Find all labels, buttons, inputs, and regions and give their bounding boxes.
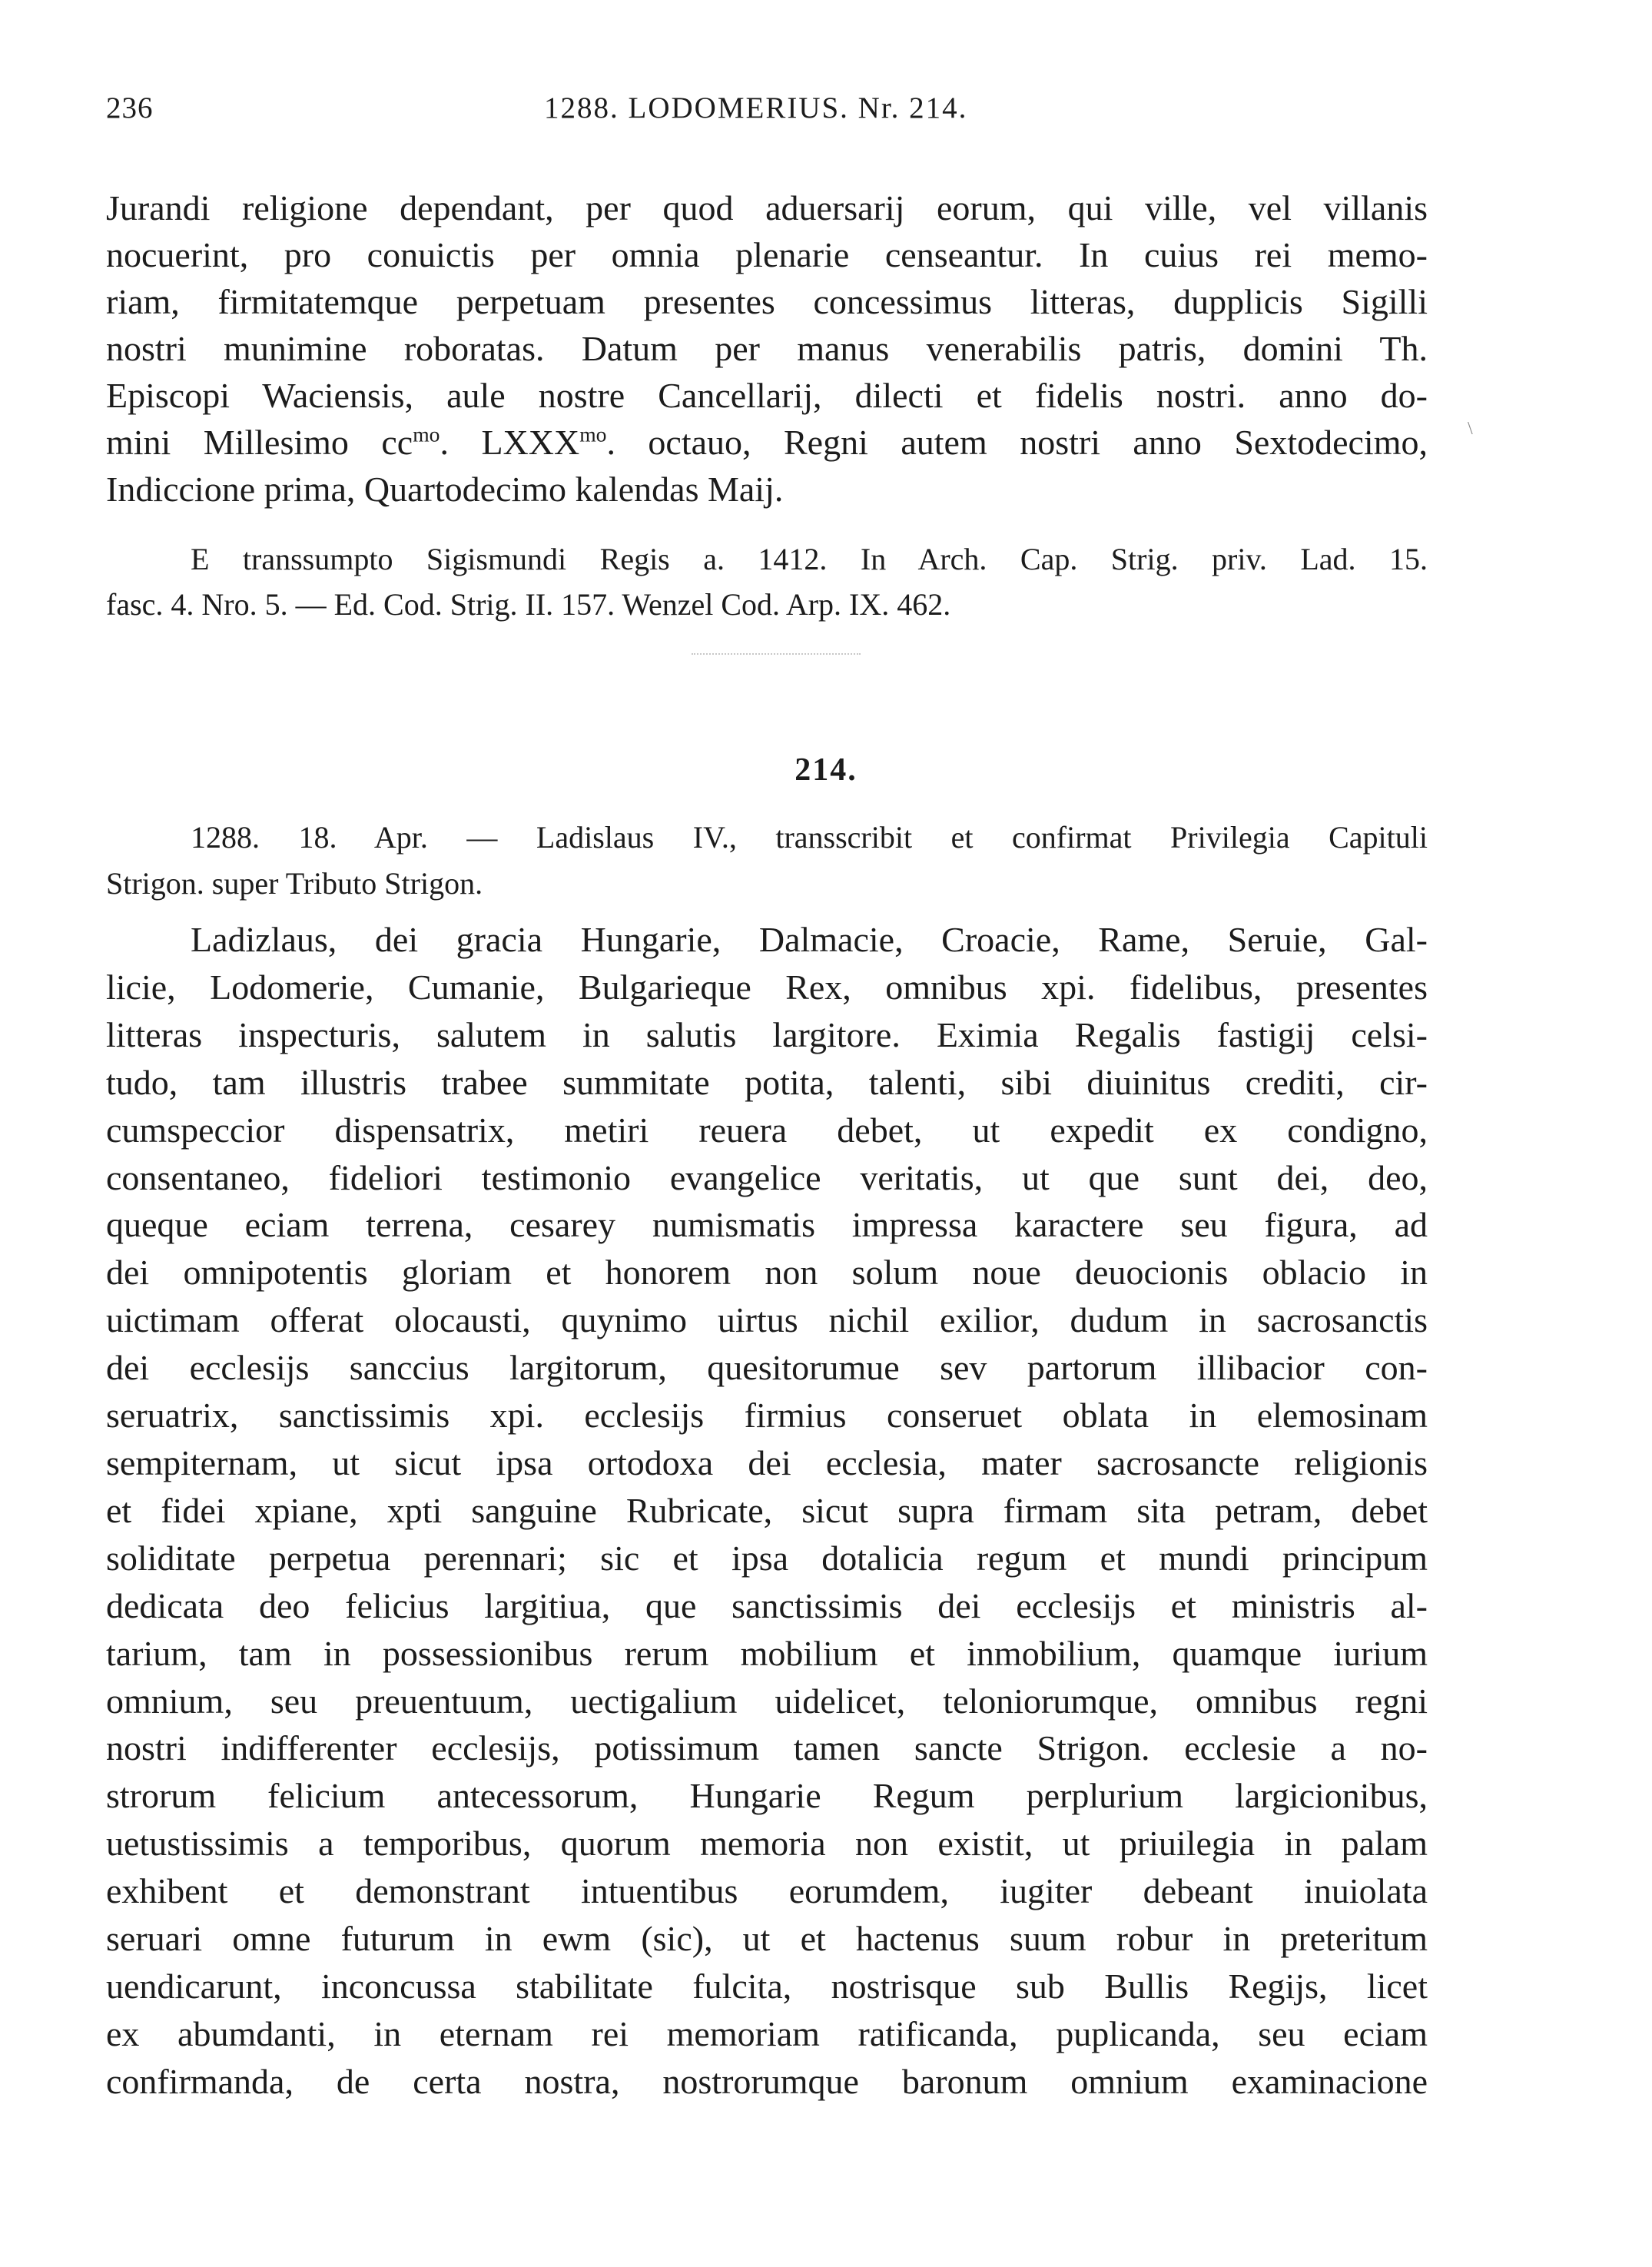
text-line: dedicata deo felicius largitiua, que sanctissimis dei ecclesijs et ministris al- bbox=[106, 1585, 1428, 1625]
text-line: et fidei xpiane, xpti sanguine Rubricate, sicut supra firmam sita petram, debet bbox=[106, 1490, 1428, 1530]
superscript: mo bbox=[413, 422, 440, 446]
text-line: nostri indifferenter ecclesijs, potissimum tamen sancte Strigon. ecclesie a no- bbox=[106, 1728, 1428, 1768]
text-line: uetustissimis a temporibus, quorum memoria non existit, ut priuilegia in palam bbox=[106, 1824, 1428, 1864]
separator bbox=[692, 653, 861, 655]
regest-line: 1288. 18. Apr. — Ladislaus IV., transscribit et confirmat Privilegia Capituli bbox=[191, 820, 1428, 855]
text-line: consentaneo, fideliori testimonio evangelice veritatis, ut que sunt dei, deo, bbox=[106, 1157, 1428, 1197]
text-line: ex abumdanti, in eternam rei memoriam ratificanda, puplicanda, seu eciam bbox=[106, 2013, 1428, 2053]
text-line: nostri munimine roboratas. Datum per manus venerabilis patris, domini Th. bbox=[106, 329, 1428, 368]
text-line: omnium, seu preuentuum, uectigalium uidelicet, teloniorumque, omnibus regni bbox=[106, 1681, 1428, 1721]
text-line: nocuerint, pro conuictis per omnia plenarie censeantur. In cuius rei memo- bbox=[106, 235, 1428, 274]
regest-line: Strigon. super Tributo Strigon. bbox=[106, 866, 483, 901]
date-text-b: . LXXX bbox=[440, 423, 580, 462]
text-line: tudo, tam illustris trabee summitate potita, talenti, sibi diuinitus crediti, cir- bbox=[106, 1062, 1428, 1102]
superscript: mo bbox=[579, 422, 607, 446]
text-line: Jurandi religione dependant, per quod aduersarij eorum, qui ville, vel villanis bbox=[106, 188, 1428, 227]
text-line: tarium, tam in possessionibus rerum mobilium et inmobilium, quamque iurium bbox=[106, 1633, 1428, 1673]
text-line: cumspeccior dispensatrix, metiri reuera debet, ut expedit ex condigno, bbox=[106, 1110, 1428, 1150]
text-line: queque eciam terrena, cesarey numismatis impressa karactere seu figura, ad bbox=[106, 1205, 1428, 1245]
charter-text bbox=[106, 916, 1428, 2106]
text-line-date bbox=[106, 419, 1428, 466]
running-head: 1288. LODOMERIUS. Nr. 214. bbox=[544, 91, 968, 124]
text-line: dei ecclesijs sanccius largitorum, quesitorumue sev partorum illibacior con- bbox=[106, 1348, 1428, 1388]
source-line: fasc. 4. Nro. 5. — Ed. Cod. Strig. II. 157. Wenzel Cod. Arp. IX. 462. bbox=[106, 587, 951, 622]
text-line: exhibent et demonstrant intuentibus eorumdem, iugiter debeant inuiolata bbox=[106, 1871, 1428, 1911]
date-text-c: . octauo, Regni autem nostri anno Sextodecimo, bbox=[606, 423, 1428, 462]
text-line: licie, Lodomerie, Cumanie, Bulgarieque Rex, omnibus xpi. fidelibus, presentes bbox=[106, 967, 1428, 1007]
margin-mark: \ bbox=[1468, 419, 1473, 439]
date-text-a: mini Millesimo cc bbox=[106, 423, 413, 462]
text-line: riam, firmitatemque perpetuam presentes concessimus litteras, dupplicis Sigilli bbox=[106, 282, 1428, 321]
regest bbox=[106, 815, 1428, 907]
text-line: seruari omne futurum in ewm (sic), ut et hactenus suum robur in preteritum bbox=[106, 1919, 1428, 1959]
text-line: Indiccione prima, Quartodecimo kalendas Maij. bbox=[106, 470, 784, 509]
text-line: uendicarunt, inconcussa stabilitate fulcita, nostrisque sub Bullis Regijs, licet bbox=[106, 1966, 1428, 2006]
text-line: Ladizlaus, dei gracia Hungarie, Dalmacie, Croacie, Rame, Seruie, Gal- bbox=[191, 920, 1428, 959]
text-line: dei omnipotentis gloriam et honorem non solum noue deuocionis oblacio in bbox=[106, 1253, 1428, 1293]
text-line: seruatrix, sanctissimis xpi. ecclesijs firmius conseruet oblata in elemosinam bbox=[106, 1396, 1428, 1436]
text-line: sempiternam, ut sicut ipsa ortodoxa dei ecclesia, mater sacrosancte religionis bbox=[106, 1442, 1428, 1482]
text-line: soliditate perpetua perennari; sic et ipsa dotalicia regum et mundi principum bbox=[106, 1538, 1428, 1578]
source-line: E transsumpto Sigismundi Regis a. 1412. In Arch. Cap. Strig. priv. Lad. 15. bbox=[191, 542, 1428, 576]
page-header bbox=[106, 91, 1428, 137]
entry-number: 214. bbox=[794, 752, 858, 788]
text-line: Episcopi Waciensis, aule nostre Cancellarij, dilecti et fidelis nostri. anno do- bbox=[106, 376, 1428, 415]
text-line: strorum felicium antecessorum, Hungarie Regum perplurium largicionibus, bbox=[106, 1776, 1428, 1816]
page-number: 236 bbox=[106, 91, 154, 124]
continuation-text bbox=[106, 184, 1428, 513]
text-line: litteras inspecturis, salutem in salutis largitore. Eximia Regalis fastigij celsi- bbox=[106, 1014, 1428, 1054]
text-line: confirmanda, de certa nostra, nostrorumque baronum omnium examinacione bbox=[106, 2061, 1428, 2101]
text-line: uictimam offerat olocausti, quynimo uirtus nichil exilior, dudum in sacrosanctis bbox=[106, 1300, 1428, 1340]
source-note bbox=[106, 536, 1428, 627]
